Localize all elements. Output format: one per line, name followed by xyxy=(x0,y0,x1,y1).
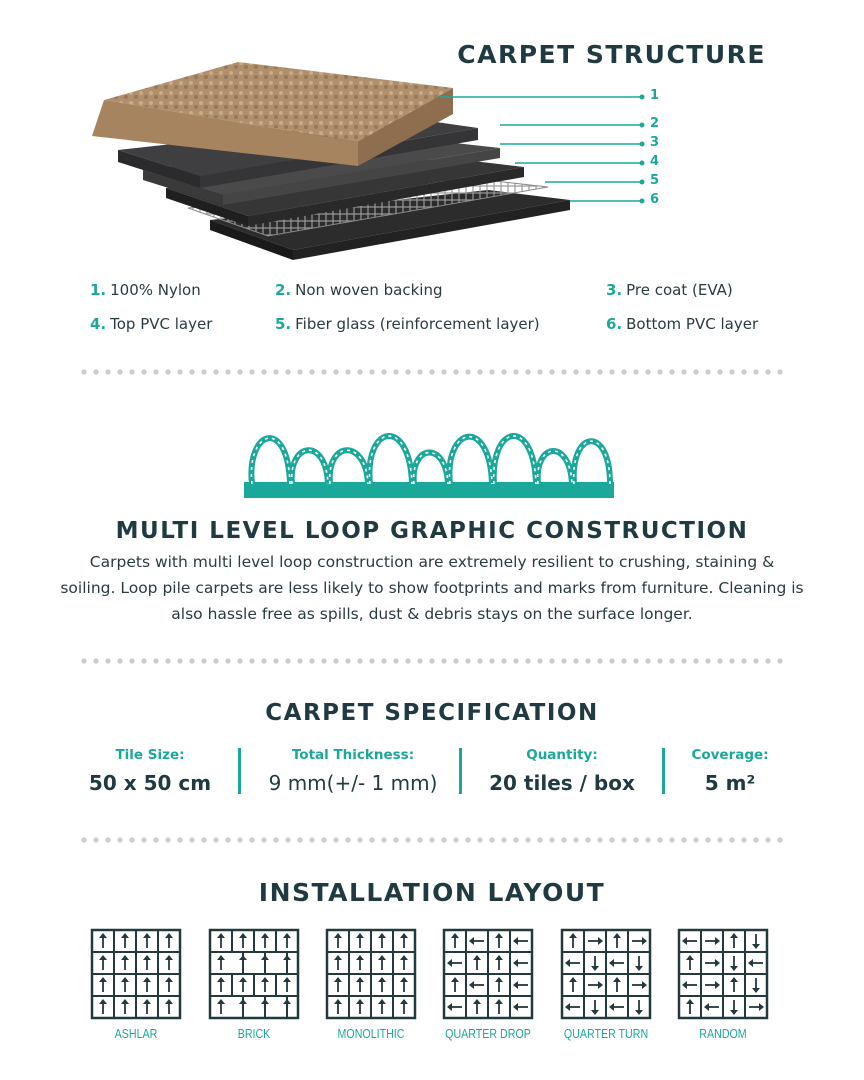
arrow-icon xyxy=(473,999,481,1014)
arrow-icon xyxy=(261,955,269,970)
layout-quarter-turn xyxy=(551,928,661,1041)
arrow-icon xyxy=(635,1000,643,1015)
arrow-icon xyxy=(613,933,621,948)
arrow-icon xyxy=(495,977,503,992)
arrow-icon xyxy=(121,977,129,992)
spec-label: Coverage: xyxy=(691,747,769,763)
arrow-icon xyxy=(469,981,484,989)
layout-name: ASHLAR xyxy=(114,1026,158,1041)
arrow-icon xyxy=(730,1000,738,1015)
arrow-icon xyxy=(121,933,129,948)
layer-label-4: 4. Top PVC layer xyxy=(90,315,213,333)
arrow-icon xyxy=(400,933,408,948)
arrow-icon xyxy=(356,977,364,992)
arrow-icon xyxy=(378,955,386,970)
quarter-drop-layout-icon xyxy=(442,928,534,1020)
spec-divider xyxy=(238,748,241,794)
callout-5: 5 xyxy=(650,173,660,188)
arrow-icon xyxy=(682,937,697,945)
arrow-icon xyxy=(334,999,342,1014)
spec-value: 9 mm(+/- 1 mm) xyxy=(268,771,438,795)
callout-3: 3 xyxy=(650,135,660,150)
arrow-icon xyxy=(495,999,503,1014)
dotted-divider xyxy=(78,369,786,375)
arrow-icon xyxy=(283,955,291,970)
arrow-icon xyxy=(588,981,603,989)
layout-quarter-drop xyxy=(433,928,543,1041)
arrow-icon xyxy=(356,933,364,948)
arrow-icon xyxy=(565,1003,580,1011)
arrow-icon xyxy=(730,977,738,992)
arrow-icon xyxy=(165,933,173,948)
arrow-icon xyxy=(99,933,107,948)
arrow-icon xyxy=(686,999,694,1014)
loop-construction-title: MULTI LEVEL LOOP GRAPHIC CONSTRUCTION xyxy=(115,518,749,544)
layout-monolithic xyxy=(316,928,426,1041)
arrow-icon xyxy=(99,955,107,970)
specification-title: CARPET SPECIFICATION xyxy=(265,700,599,726)
structure-title: CARPET STRUCTURE xyxy=(457,40,766,69)
arrow-icon xyxy=(635,956,643,971)
spec-quantity xyxy=(476,747,648,795)
arrow-icon xyxy=(99,999,107,1014)
arrow-icon xyxy=(513,959,528,967)
arrow-icon xyxy=(217,955,225,970)
layout-name: QUARTER DROP xyxy=(445,1026,531,1041)
arrow-icon xyxy=(217,933,225,948)
arrow-icon xyxy=(334,933,342,948)
arrow-icon xyxy=(261,999,269,1014)
arrow-icon xyxy=(451,933,459,948)
arrow-icon xyxy=(749,1003,764,1011)
arrow-icon xyxy=(473,955,481,970)
arrow-icon xyxy=(239,999,247,1014)
arrow-icon xyxy=(283,933,291,948)
dotted-divider xyxy=(78,658,786,664)
arrow-icon xyxy=(686,955,694,970)
arrow-icon xyxy=(705,937,720,945)
arrow-icon xyxy=(495,933,503,948)
arrow-icon xyxy=(121,999,129,1014)
arrow-icon xyxy=(334,955,342,970)
random-layout-icon xyxy=(677,928,769,1020)
arrow-icon xyxy=(705,959,720,967)
monolithic-layout-icon xyxy=(325,928,417,1020)
quarter-turn-layout-icon xyxy=(560,928,652,1020)
callout-6: 6 xyxy=(650,192,660,207)
arrow-icon xyxy=(239,933,247,948)
arrow-icon xyxy=(513,981,528,989)
arrow-icon xyxy=(400,999,408,1014)
layout-name: QUARTER TURN xyxy=(563,1026,649,1041)
arrow-icon xyxy=(283,999,291,1014)
arrow-icon xyxy=(569,977,577,992)
spec-label: Total Thickness: xyxy=(291,747,415,763)
arrow-icon xyxy=(239,955,247,970)
arrow-icon xyxy=(261,977,269,992)
arrow-icon xyxy=(165,999,173,1014)
spec-value: 5 m² xyxy=(704,771,756,795)
callout-1: 1 xyxy=(650,88,660,103)
brick-layout-icon xyxy=(208,928,300,1020)
callout-4: 4 xyxy=(650,154,660,169)
arrow-icon xyxy=(400,977,408,992)
spec-total-thickness xyxy=(258,747,448,795)
arrow-icon xyxy=(143,933,151,948)
arrow-icon xyxy=(451,977,459,992)
arrow-icon xyxy=(632,937,647,945)
arrow-icon xyxy=(565,959,580,967)
spec-label: Tile Size: xyxy=(115,747,185,763)
arrow-icon xyxy=(217,977,225,992)
arrow-icon xyxy=(447,1003,462,1011)
layout-brick xyxy=(199,928,309,1041)
arrow-icon xyxy=(261,933,269,948)
arrow-icon xyxy=(569,933,577,948)
arrow-icon xyxy=(217,999,225,1014)
arrow-icon xyxy=(609,1003,624,1011)
arrow-icon xyxy=(704,1003,719,1011)
arrow-icon xyxy=(513,1003,528,1011)
spec-coverage xyxy=(680,747,780,795)
loop-pile-graphic xyxy=(244,410,616,500)
layer-label-1: 1. 100% Nylon xyxy=(90,281,201,299)
arrow-icon xyxy=(682,981,697,989)
layer-label-5: 5. Fiber glass (reinforcement layer) xyxy=(275,315,540,333)
arrow-icon xyxy=(143,977,151,992)
arrow-icon xyxy=(513,937,528,945)
arrow-icon xyxy=(469,937,484,945)
arrow-icon xyxy=(609,959,624,967)
arrow-icon xyxy=(591,1000,599,1015)
arrow-icon xyxy=(356,955,364,970)
arrow-icon xyxy=(495,955,503,970)
arrow-icon xyxy=(705,981,720,989)
loop-construction-description: Carpets with multi level loop construction are extremely resilient to crushing, staining & soiling. Loop pile carpets are less likely to show footprints and marks from furniture. Cleaning is also hassle free as spills, dust & debris stays on the surface longer. xyxy=(60,553,804,623)
spec-tile-size xyxy=(70,747,230,795)
layout-random xyxy=(668,928,778,1041)
arrow-icon xyxy=(121,955,129,970)
arrow-icon xyxy=(613,977,621,992)
arrow-icon xyxy=(730,956,738,971)
spec-divider xyxy=(662,748,665,794)
arrow-icon xyxy=(143,999,151,1014)
arrow-icon xyxy=(730,933,738,948)
arrow-icon xyxy=(632,981,647,989)
arrow-icon xyxy=(165,977,173,992)
layout-name: MONOLITHIC xyxy=(337,1026,405,1041)
arrow-icon xyxy=(400,955,408,970)
spec-value: 50 x 50 cm xyxy=(88,771,212,795)
arrow-icon xyxy=(334,977,342,992)
arrow-icon xyxy=(588,937,603,945)
arrow-icon xyxy=(165,955,173,970)
installation-title: INSTALLATION LAYOUT xyxy=(258,878,606,907)
arrow-icon xyxy=(378,933,386,948)
spec-value: 20 tiles / box xyxy=(489,771,635,795)
layer-label-2: 2. Non woven backing xyxy=(275,281,443,299)
arrow-icon xyxy=(143,955,151,970)
callout-lines xyxy=(440,80,670,215)
spec-divider xyxy=(459,748,462,794)
dotted-divider xyxy=(78,837,786,843)
arrow-icon xyxy=(752,978,760,993)
layer-label-3: 3. Pre coat (EVA) xyxy=(606,281,733,299)
arrow-icon xyxy=(378,977,386,992)
arrow-icon xyxy=(591,956,599,971)
layout-name: RANDOM xyxy=(699,1026,747,1041)
layout-ashlar xyxy=(81,928,191,1041)
arrow-icon xyxy=(99,977,107,992)
layer-label-6: 6. Bottom PVC layer xyxy=(606,315,759,333)
arrow-icon xyxy=(752,934,760,949)
spec-label: Quantity: xyxy=(526,747,598,763)
arrow-icon xyxy=(356,999,364,1014)
arrow-icon xyxy=(447,959,462,967)
arrow-icon xyxy=(239,977,247,992)
arrow-icon xyxy=(378,999,386,1014)
arrow-icon xyxy=(283,977,291,992)
arrow-icon xyxy=(748,959,763,967)
layout-name: BRICK xyxy=(237,1026,271,1041)
ashlar-layout-icon xyxy=(90,928,182,1020)
callout-2: 2 xyxy=(650,116,660,131)
